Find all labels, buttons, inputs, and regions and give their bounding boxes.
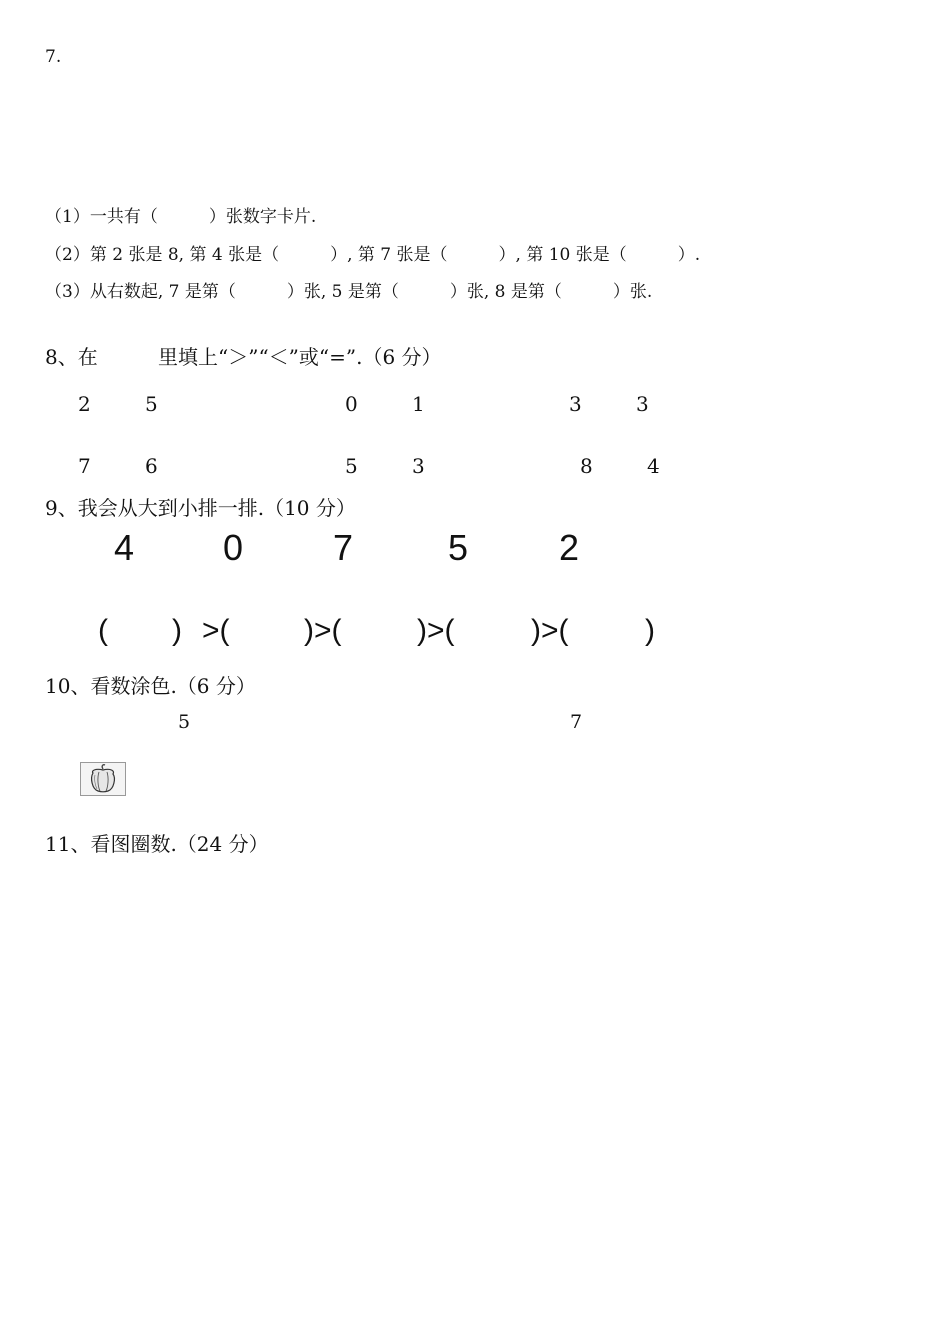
- q8-row1-num: 3: [569, 392, 582, 416]
- q7-line-3: （3）从右数起, 7 是第（ ）张, 5 是第（ ）张, 8 是第（ ）张.: [45, 282, 653, 302]
- q9-order-close: ): [172, 614, 182, 647]
- q9-number: 4: [114, 527, 135, 568]
- q8-row1-num: 5: [145, 392, 158, 416]
- pepper-icon: [81, 763, 125, 795]
- q9-order-gt: )>(: [304, 614, 342, 647]
- q7-line-1: （1）一共有（ ）张数字卡片.: [45, 207, 317, 227]
- q9-order-open: (: [98, 614, 108, 647]
- fruit-image: [80, 762, 126, 796]
- q8-row2-num: 5: [345, 454, 358, 478]
- q8-row2-num: 4: [647, 454, 660, 478]
- q9-number: 2: [559, 527, 580, 568]
- q8-row1-num: 0: [345, 392, 358, 416]
- q8-row2-num: 6: [145, 454, 158, 478]
- q8-row1-num: 1: [412, 392, 425, 416]
- q7-number: 7.: [45, 47, 62, 67]
- q9-order-gt: )>(: [417, 614, 455, 647]
- q8-row2-num: 8: [580, 454, 593, 478]
- q9-number: 5: [448, 527, 469, 568]
- q9-order-gt: )>(: [531, 614, 569, 647]
- q10-number: 7: [570, 711, 583, 733]
- q9-number: 0: [223, 527, 244, 568]
- q9-order-gt: >(: [202, 614, 230, 647]
- q9-order-close: ): [645, 614, 655, 647]
- q8-title-part-a: 8、在: [45, 345, 98, 369]
- q9-title: 9、我会从大到小排一排.（10 分）: [45, 496, 356, 520]
- q10-number: 5: [178, 711, 191, 733]
- q11-title: 11、看图圈数.（24 分）: [45, 832, 269, 856]
- q8-row2-num: 7: [78, 454, 91, 478]
- q8-row2-num: 3: [412, 454, 425, 478]
- q9-number: 7: [333, 527, 354, 568]
- q8-row1-num: 2: [78, 392, 91, 416]
- q10-title: 10、看数涂色.（6 分）: [45, 674, 256, 698]
- q8-title-part-b: 里填上“＞”“＜”或“=”.（6 分）: [158, 345, 442, 369]
- q7-line-2: （2）第 2 张是 8, 第 4 张是（ ）, 第 7 张是（ ）, 第 10 张是（ ）.: [45, 245, 701, 265]
- q8-row1-num: 3: [636, 392, 649, 416]
